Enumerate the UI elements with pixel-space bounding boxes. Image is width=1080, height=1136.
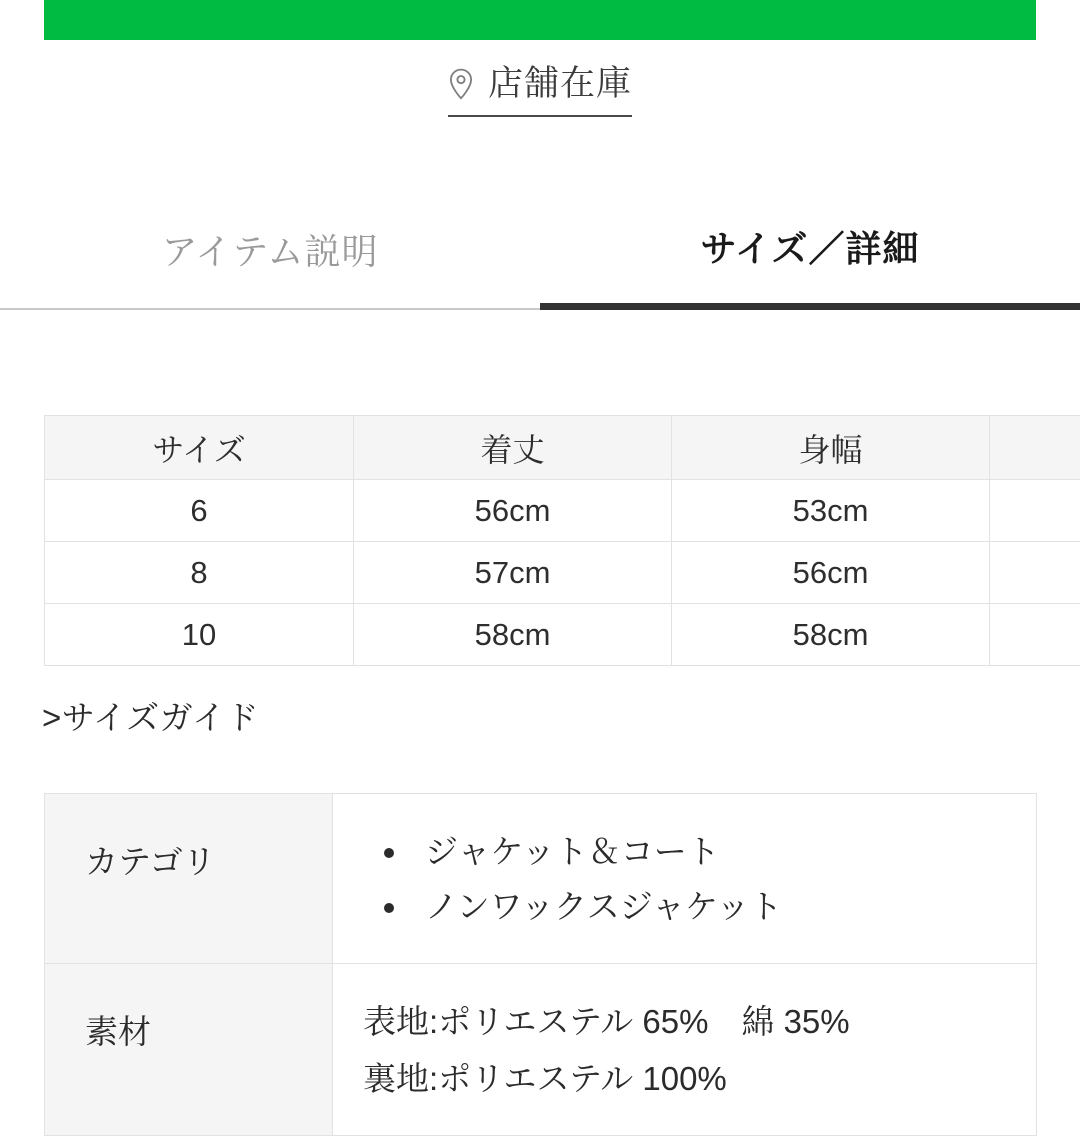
- table-row: [45, 542, 1080, 604]
- size-table-header-extra: [990, 416, 1080, 480]
- store-stock-link[interactable]: [448, 66, 632, 117]
- extra-cell: [990, 542, 1080, 604]
- product-detail-table: [44, 793, 1037, 1136]
- size-cell: 8: [45, 542, 354, 604]
- table-row: [45, 480, 1080, 542]
- material-line-lining: 裏地:ポリエステル 100%: [333, 1051, 1036, 1108]
- size-cell: 10: [45, 604, 354, 666]
- location-pin-icon: [448, 68, 474, 100]
- tab-item-description-label: アイテム説明: [162, 224, 379, 275]
- width-cell: 56cm: [672, 542, 990, 604]
- table-row: [45, 604, 1080, 666]
- material-values: [333, 963, 1037, 1136]
- detail-row-category: [45, 794, 1037, 964]
- list-item[interactable]: • ノンワックスジャケット: [411, 879, 1036, 934]
- store-stock-section: [0, 66, 1080, 117]
- extra-cell: [990, 604, 1080, 666]
- size-guide-link[interactable]: >サイズガイド: [42, 692, 259, 739]
- size-cell: 6: [45, 480, 354, 542]
- promo-banner: [44, 0, 1036, 40]
- size-table-header-size: サイズ: [45, 416, 354, 480]
- length-cell: 56cm: [354, 480, 672, 542]
- width-cell: 53cm: [672, 480, 990, 542]
- material-line-outer: 表地:ポリエステル 65% 綿 35%: [333, 994, 1036, 1051]
- material-label: 素材: [45, 963, 333, 1136]
- table-header-row: [45, 416, 1080, 480]
- size-table: [44, 415, 1080, 666]
- store-stock-label: 店舗在庫: [488, 66, 632, 101]
- size-table-header-length: 着丈: [354, 416, 672, 480]
- tab-bar: [0, 190, 1080, 310]
- size-table-header-width: 身幅: [672, 416, 990, 480]
- length-cell: 57cm: [354, 542, 672, 604]
- length-cell: 58cm: [354, 604, 672, 666]
- tab-size-detail[interactable]: [540, 190, 1080, 310]
- category-list: [333, 824, 1036, 935]
- category-values: [333, 794, 1037, 964]
- detail-row-material: [45, 963, 1037, 1136]
- width-cell: 58cm: [672, 604, 990, 666]
- extra-cell: [990, 480, 1080, 542]
- tab-item-description[interactable]: [0, 190, 540, 310]
- list-item[interactable]: • ジャケット＆コート: [411, 824, 1036, 879]
- tab-size-detail-label: サイズ／詳細: [700, 221, 919, 272]
- category-label: カテゴリ: [45, 794, 333, 964]
